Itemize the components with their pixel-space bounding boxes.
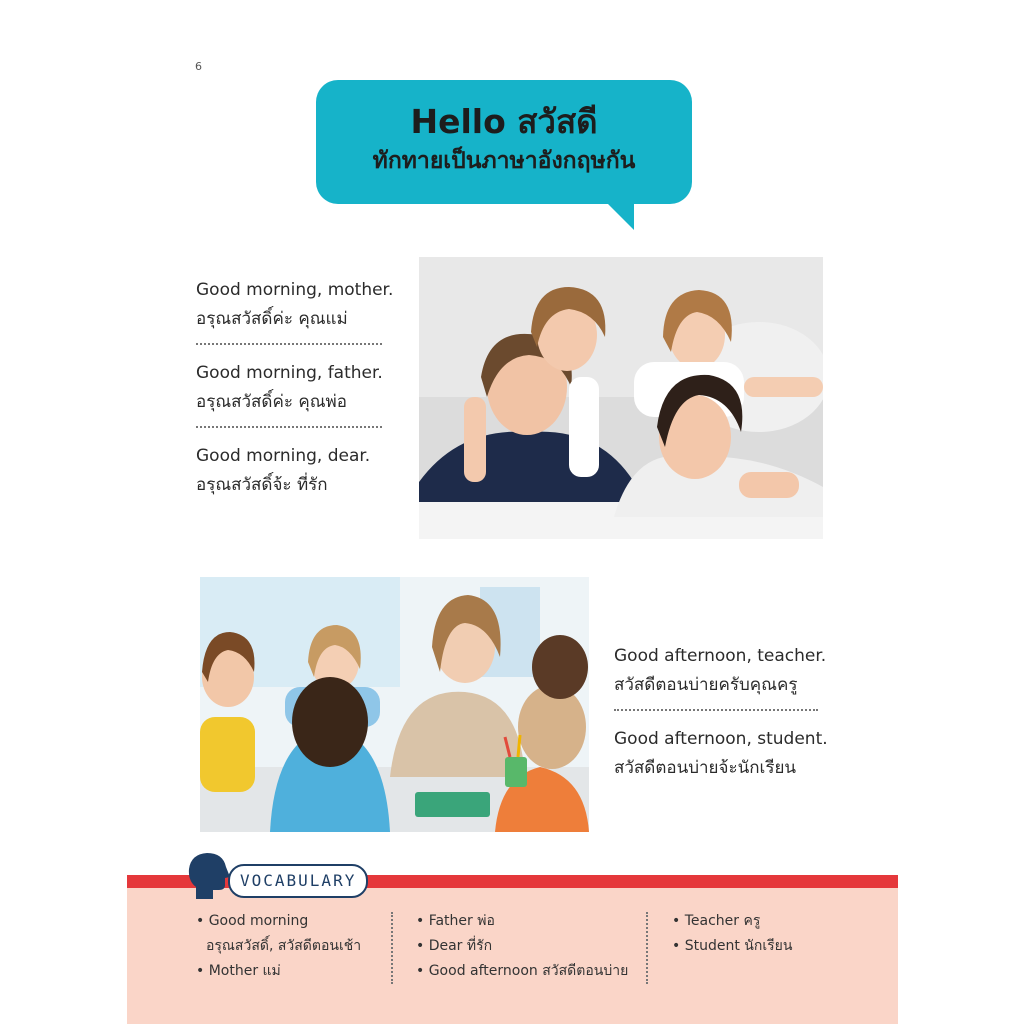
vocab-item: • Teacher ครู (672, 913, 761, 929)
speaking-head-icon (186, 851, 232, 901)
dialog-thai: สวัสดีตอนบ่ายจ้ะนักเรียน (614, 758, 797, 778)
title-bubble (316, 80, 692, 204)
family-photo (419, 257, 823, 539)
dialog-english: Good morning, father. (196, 363, 383, 383)
page-subtitle: ทักทายเป็นภาษาอังกฤษกัน (372, 148, 636, 174)
vocab-item: • Mother แม่ (196, 963, 281, 979)
vocab-item: • Good afternoon สวัสดีตอนบ่าย (416, 963, 629, 979)
page-title: Hello สวัสดี (410, 102, 598, 141)
vocab-item: • Father พ่อ (416, 913, 495, 929)
dialog-thai: อรุณสวัสดิ์จ้ะ ที่รัก (196, 475, 328, 495)
vocab-divider (391, 912, 393, 984)
dialog-english: Good morning, mother. (196, 280, 394, 300)
dialog-english: Good morning, dear. (196, 446, 371, 466)
vocabulary-label: VOCABULARY (228, 864, 368, 898)
dotted-divider (614, 709, 818, 711)
dotted-divider (196, 343, 382, 345)
classroom-dialog (614, 642, 844, 783)
bubble-tail (604, 200, 634, 230)
vocab-item: • Good morning (196, 913, 309, 929)
dialog-thai: อรุณสวัสดิ์ค่ะ คุณแม่ (196, 309, 348, 329)
dialog-thai: สวัสดีตอนบ่ายครับคุณครู (614, 675, 798, 695)
dialog-english: Good afternoon, teacher. (614, 646, 827, 666)
vocab-item: • Student นักเรียน (672, 938, 793, 954)
family-dialog (196, 276, 396, 500)
page-number: 6 (195, 60, 202, 73)
dotted-divider (196, 426, 382, 428)
vocab-item: • Dear ที่รัก (416, 938, 493, 954)
classroom-photo (200, 577, 589, 832)
dialog-thai: อรุณสวัสดิ์ค่ะ คุณพ่อ (196, 392, 347, 412)
vocabulary-column-3 (672, 909, 792, 959)
vocab-item: อรุณสวัสดิ์, สวัสดีตอนเช้า (206, 938, 362, 954)
dialog-english: Good afternoon, student. (614, 729, 828, 749)
vocabulary-column-2 (416, 909, 628, 984)
vocabulary-column-1 (196, 909, 361, 984)
vocab-divider (646, 912, 648, 984)
